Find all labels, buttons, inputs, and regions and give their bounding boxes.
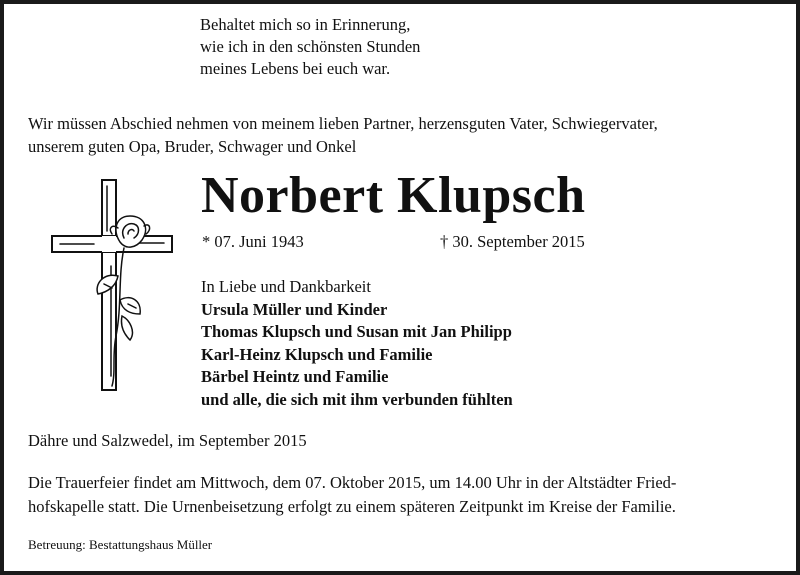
place-and-date: Dähre und Salzwedel, im September 2015 [28, 431, 307, 450]
poem-line: Behaltet mich so in Erinnerung, [200, 15, 411, 34]
mourners-list [201, 276, 513, 411]
poem-line: meines Lebens bei euch war. [200, 59, 391, 78]
ceremony-line: hofskapelle statt. Die Urnenbeisetzung erfolgt zu einem späteren Zeitpunkt im Kreise der Familie. [28, 497, 676, 516]
funeral-details [28, 471, 788, 519]
intro-line: unserem guten Opa, Bruder, Schwager und Onkel [28, 137, 357, 156]
birth-date: * 07. Juni 1943 [202, 232, 304, 251]
memorial-poem [200, 14, 420, 80]
mourners-intro: In Liebe und Dankbarkeit [201, 277, 371, 296]
mourner-name: Thomas Klupsch und Susan mit Jan Philipp [201, 322, 512, 341]
funeral-home-credit: Betreuung: Bestattungshaus Müller [28, 537, 213, 552]
intro-line: Wir müssen Abschied nehmen von meinem lieben Partner, herzensguten Vater, Schwiegervater, [28, 114, 658, 133]
deceased-name: Norbert Klupsch [201, 167, 586, 224]
cross-with-rose-icon [46, 176, 178, 394]
poem-line: wie ich in den schönsten Stunden [200, 37, 421, 56]
ceremony-line: Die Trauerfeier findet am Mittwoch, dem 07. Oktober 2015, um 14.00 Uhr in der Altstädter Fried- [28, 473, 677, 492]
mourner-name: Karl-Heinz Klupsch und Familie [201, 344, 433, 364]
farewell-intro [28, 112, 788, 158]
mourner-name: Bärbel Heintz und Familie [201, 367, 389, 386]
mourner-name: Ursula Müller und Kinder [201, 299, 388, 319]
death-date: † 30. September 2015 [440, 232, 585, 251]
mourner-name: und alle, die sich mit ihm verbunden fühlten [201, 389, 513, 409]
